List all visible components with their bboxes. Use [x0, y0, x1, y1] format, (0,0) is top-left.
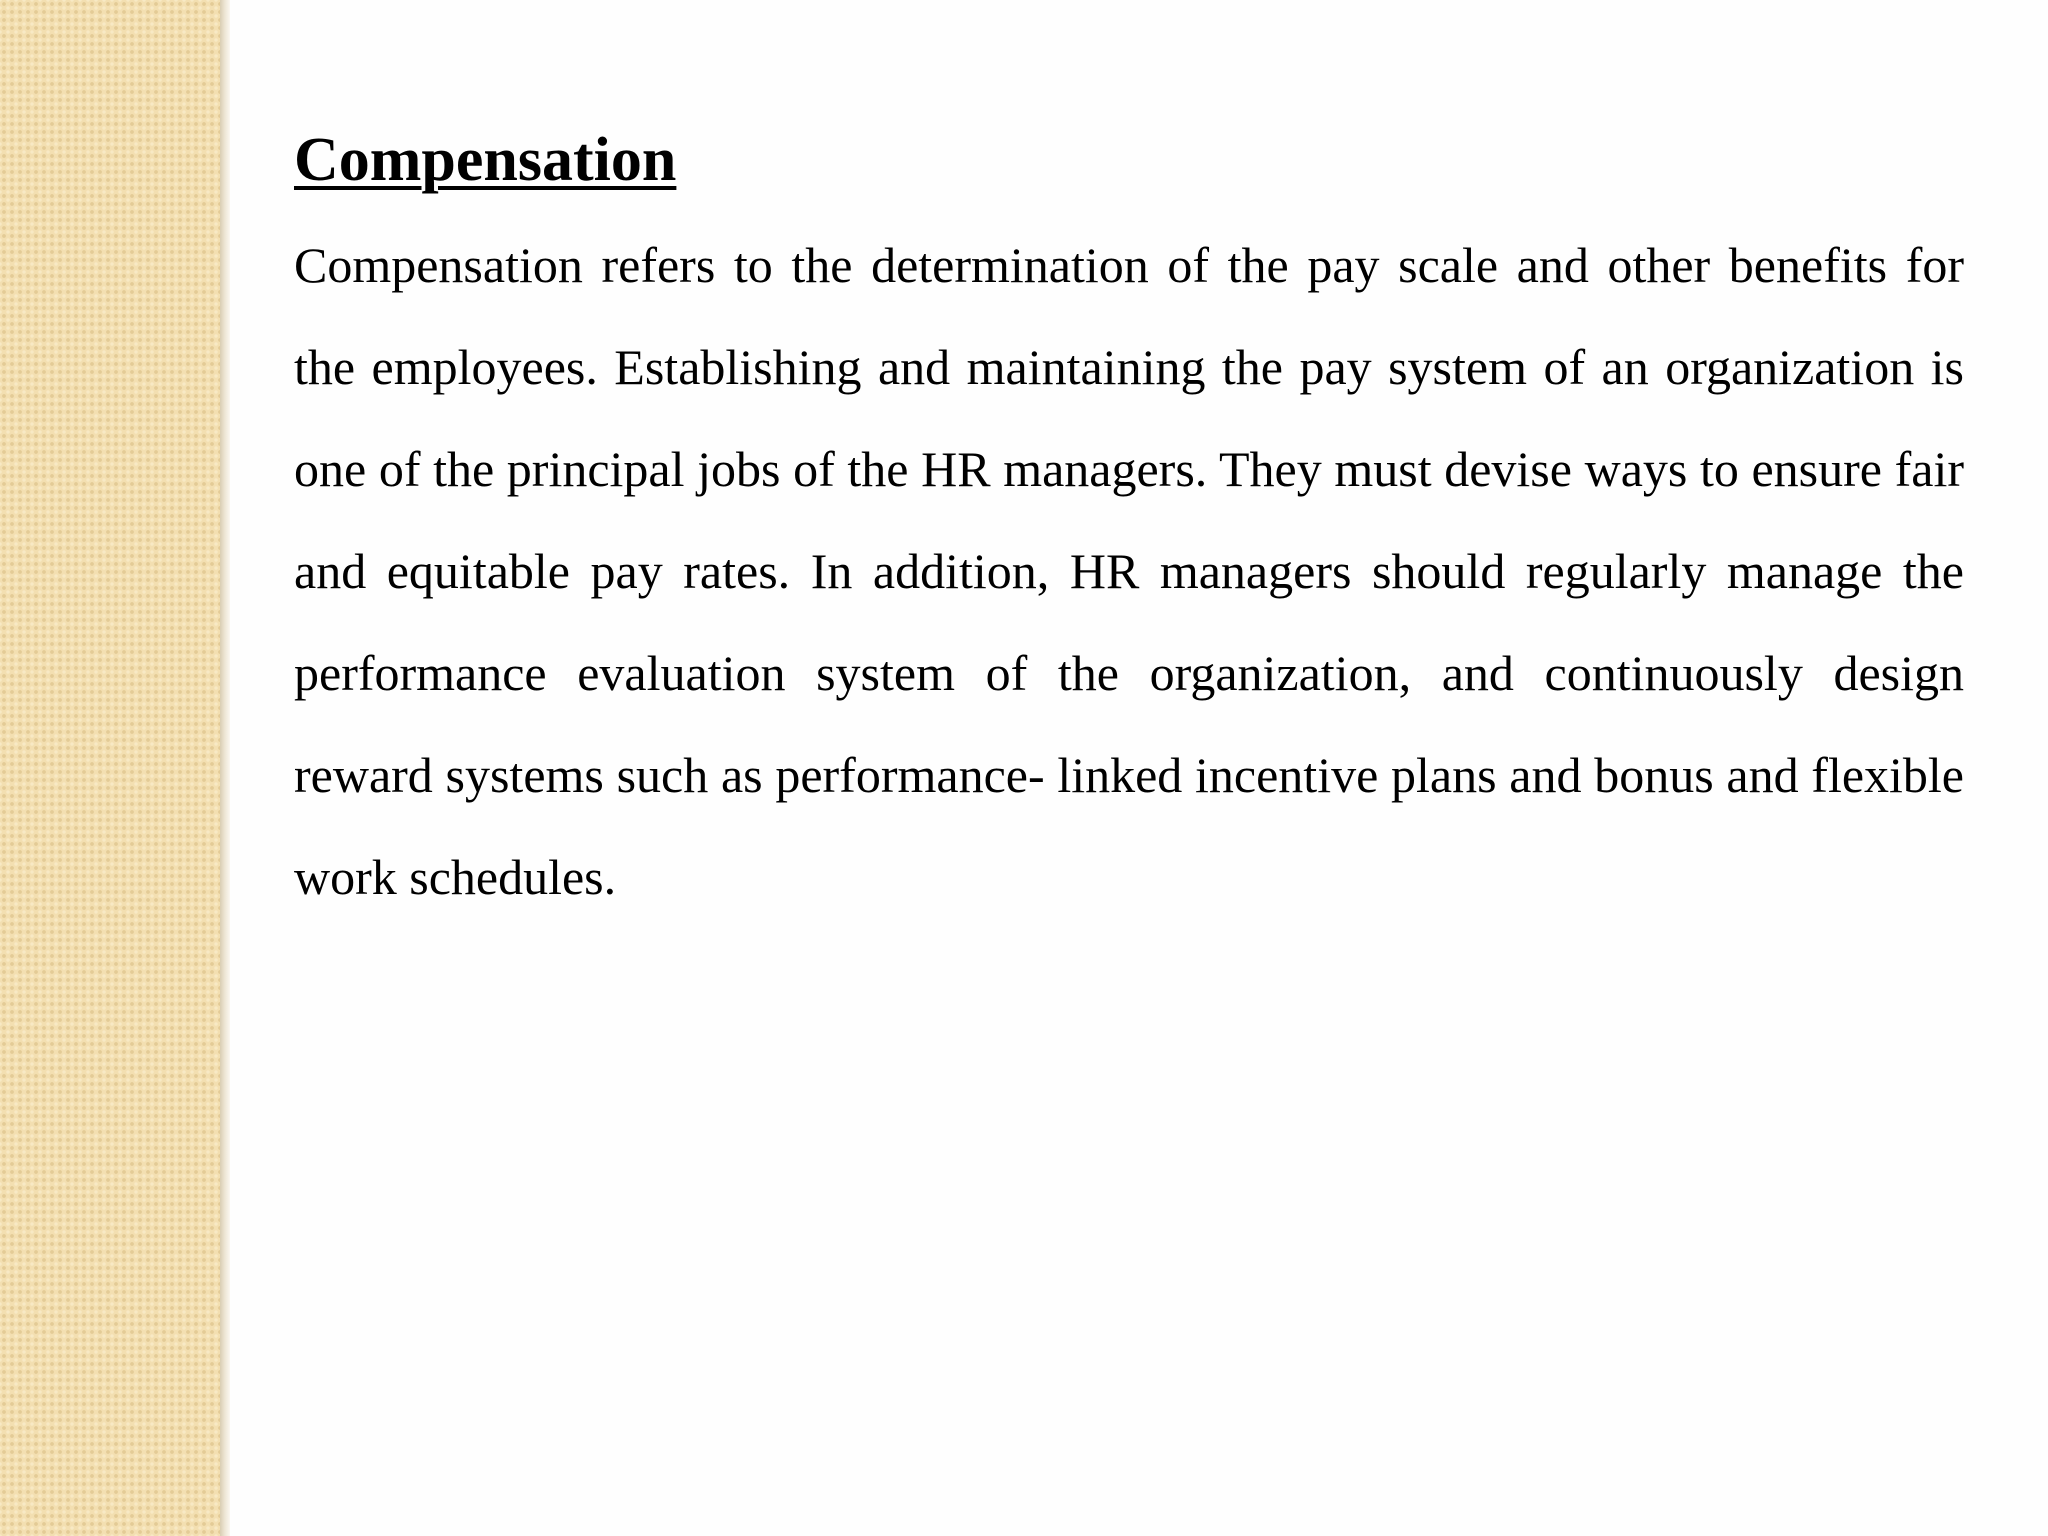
slide-body-text: Compensation refers to the determination of the pay scale and other benefits for the employees. Establishing and maintaining the pay system of an organization is one of the principal jobs of the HR managers. They must devise ways to ensure fair and equitable pay rates. In addition, HR managers should regularly manage the performance evaluation system of the organization, and continuously design reward systems such as performance- linked incentive plans and bonus and flexible work schedules. — [294, 237, 1964, 905]
decorative-side-band — [0, 0, 220, 1536]
slide-title: Compensation — [294, 126, 677, 194]
slide-content — [294, 118, 1964, 928]
side-band-edge — [220, 0, 230, 1536]
